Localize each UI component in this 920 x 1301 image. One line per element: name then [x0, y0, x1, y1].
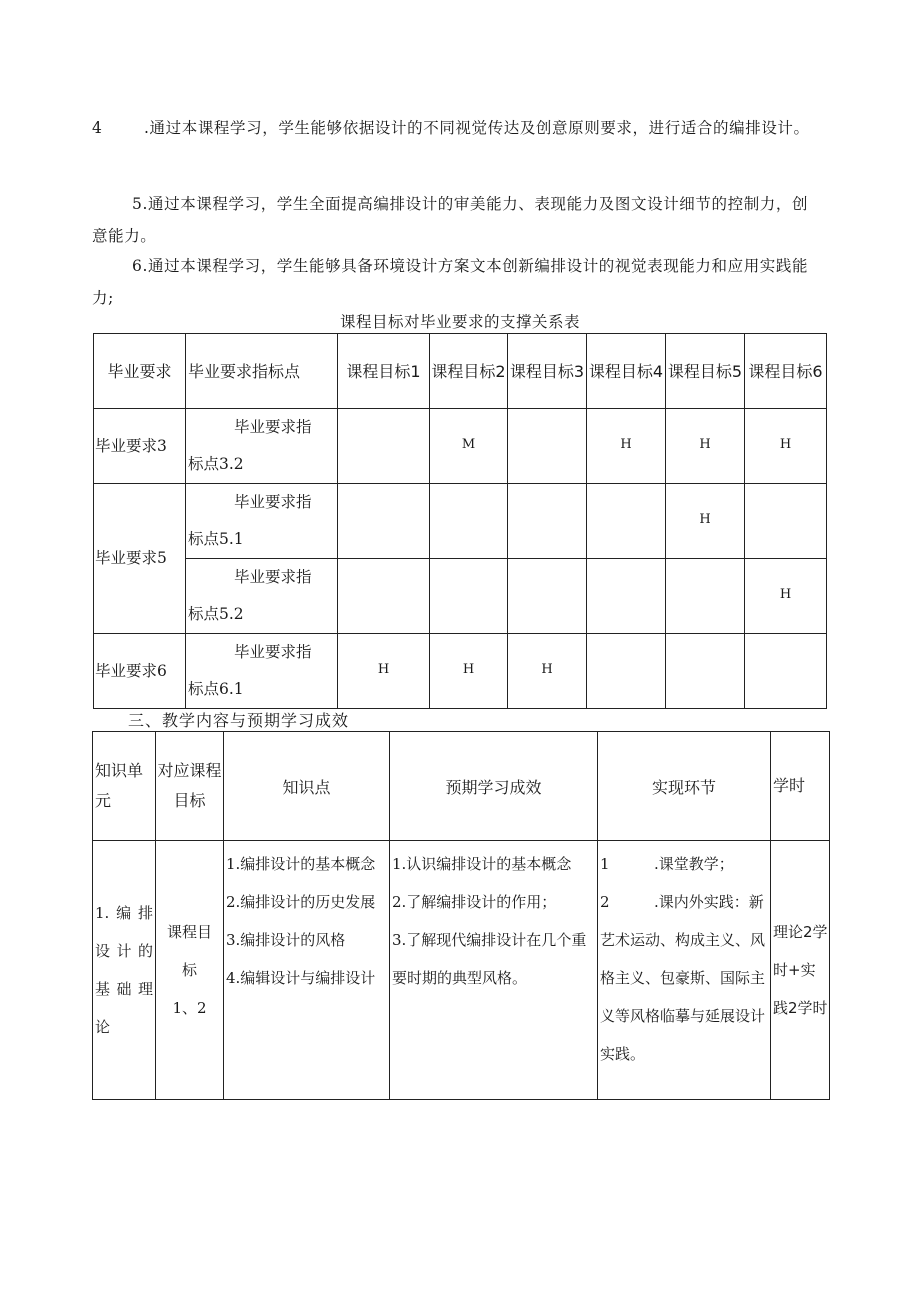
mark-cell — [508, 484, 587, 559]
list-item — [600, 845, 770, 883]
mark-cell — [430, 484, 508, 559]
table-2-header-row — [93, 732, 830, 841]
mark-cell — [587, 634, 666, 709]
mark-cell: H — [666, 484, 745, 559]
table-row — [94, 409, 827, 484]
step-text: .课内外实践：新艺术运动、构成主义、风格主义、包豪斯、国际主义等风格临摹与延展设计实践。 — [600, 893, 766, 1063]
table-1-caption: 课程目标对毕业要求的支撑关系表 — [339, 313, 580, 331]
point-cell — [186, 559, 338, 634]
mark-cell — [745, 484, 827, 559]
point-line-2: 标点6.1 — [188, 680, 244, 698]
point-line-1: 毕业要求指 — [234, 418, 312, 436]
point-line-2: 标点5.1 — [188, 530, 244, 548]
point-line-1: 毕业要求指 — [234, 568, 312, 586]
header-goal-1: 课程目标1 — [338, 334, 430, 409]
paragraph-5: 5.通过本课程学习，学生全面提高编排设计的审美能力、表现能力及图文设计细节的控制力，创意能力。 — [92, 195, 809, 245]
header-goal: 对应课程目标 — [156, 732, 224, 841]
table-row — [94, 559, 827, 634]
req-cell: 毕业要求5 — [94, 484, 186, 634]
mark-cell — [508, 409, 587, 484]
goal-line-3: 1、2 — [172, 999, 207, 1017]
list-item — [600, 883, 770, 1073]
steps-cell — [598, 841, 771, 1100]
section-title: 三、教学内容与预期学习成效 — [128, 711, 350, 730]
header-steps: 实现环节 — [598, 732, 771, 841]
header-goal-6: 课程目标6 — [745, 334, 827, 409]
goal-cell — [156, 841, 224, 1100]
mark-cell: H — [745, 559, 827, 634]
header-goal-4: 课程目标4 — [587, 334, 666, 409]
mark-cell — [666, 559, 745, 634]
header-point: 毕业要求指标点 — [186, 334, 338, 409]
header-hours: 学时 — [771, 732, 830, 841]
paragraph-4 — [92, 110, 822, 146]
point-line-2: 标点3.2 — [188, 455, 244, 473]
goal-line-1: 课程目 — [166, 923, 212, 941]
mark-cell — [338, 409, 430, 484]
step-number: 1 — [600, 855, 610, 873]
mark-cell: H — [430, 634, 508, 709]
mark-cell: H — [587, 409, 666, 484]
list-item: 2.了解编排设计的作用； — [392, 893, 557, 911]
outcomes-cell — [390, 841, 598, 1100]
list-item: 3.了解现代编排设计在几个重要时期的典型风格。 — [392, 931, 587, 987]
req-cell: 毕业要求6 — [94, 634, 186, 709]
goal-line-2: 标 — [181, 961, 197, 979]
step-text: .课堂教学； — [654, 855, 734, 873]
teaching-content-table — [92, 731, 830, 1100]
mark-cell: M — [430, 409, 508, 484]
mark-cell — [666, 634, 745, 709]
header-outcome: 预期学习成效 — [390, 732, 598, 841]
support-relation-table — [93, 333, 827, 709]
point-cell — [186, 634, 338, 709]
mark-cell: H — [745, 409, 827, 484]
list-item: 3.编排设计的风格 — [226, 931, 346, 949]
list-item: 1.编排设计的基本概念 — [226, 855, 376, 873]
table-row — [94, 634, 827, 709]
mark-cell — [338, 559, 430, 634]
header-goal-2: 课程目标2 — [430, 334, 508, 409]
req-cell: 毕业要求3 — [94, 409, 186, 484]
point-line-2: 标点5.2 — [188, 605, 244, 623]
step-number: 2 — [600, 893, 610, 911]
mark-cell — [508, 559, 587, 634]
point-cell — [186, 484, 338, 559]
unit-cell: 1.编排设计的基础理论 — [93, 841, 156, 1100]
table-1-header-row — [94, 334, 827, 409]
mark-cell — [587, 559, 666, 634]
point-line-1: 毕业要求指 — [234, 493, 312, 511]
mark-cell — [430, 559, 508, 634]
list-item: 4.编辑设计与编排设计 — [226, 969, 376, 987]
list-item: 2.编排设计的历史发展 — [226, 893, 376, 911]
paragraph-4-number: 4 — [92, 119, 103, 137]
list-item: 1.认识编排设计的基本概念 — [392, 855, 572, 873]
mark-cell — [338, 484, 430, 559]
table-row — [93, 841, 830, 1100]
paragraph-4-text: .通过本课程学习，学生能够依据设计的不同视觉传达及创意原则要求，进行适合的编排设计。 — [144, 119, 810, 137]
mark-cell — [745, 634, 827, 709]
mark-cell: H — [508, 634, 587, 709]
header-unit: 知识单元 — [93, 732, 156, 841]
header-points: 知识点 — [224, 732, 390, 841]
point-line-1: 毕业要求指 — [234, 643, 312, 661]
header-goal-3: 课程目标3 — [508, 334, 587, 409]
table-row — [94, 484, 827, 559]
point-cell — [186, 409, 338, 484]
header-goal-5: 课程目标5 — [666, 334, 745, 409]
hours-cell: 理论2学时+实践2学时 — [771, 841, 830, 1100]
mark-cell — [587, 484, 666, 559]
points-cell — [224, 841, 390, 1100]
mark-cell: H — [338, 634, 430, 709]
paragraph-6: 6.通过本课程学习，学生能够具备环境设计方案文本创新编排设计的视觉表现能力和应用实践能力; — [92, 257, 809, 307]
mark-cell: H — [666, 409, 745, 484]
header-req: 毕业要求 — [94, 334, 186, 409]
